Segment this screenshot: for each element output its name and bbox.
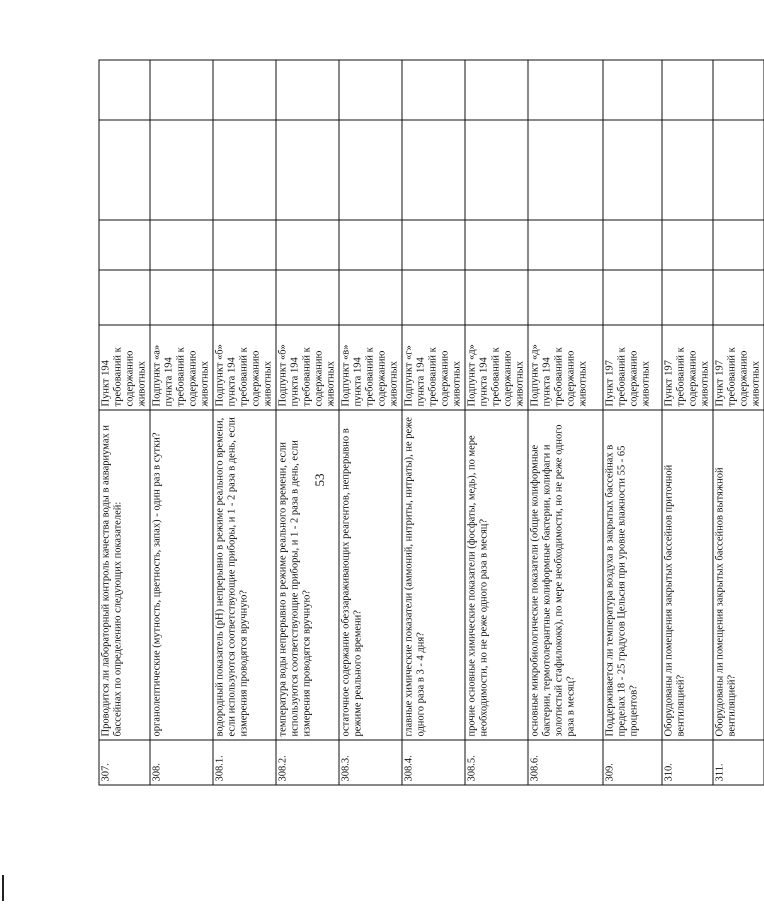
empty-cell: [339, 120, 402, 220]
reference-cell: Подпункт «д» пункта 194 требований к содержанию животных: [528, 325, 603, 410]
empty-cell: [603, 60, 662, 120]
reference-cell: Пункт 197 требований к содержанию животных: [603, 325, 662, 410]
question-cell: Проводится ли лабораторный контроль качества воды в аквариумах и бассейнах по определению следующих показателей:: [99, 410, 150, 740]
empty-cell: [528, 270, 603, 325]
empty-cell: [276, 60, 339, 120]
table-row: [528, 60, 603, 785]
empty-cell: [99, 270, 150, 325]
reference-cell: Подпункт «г» пункта 194 требований к содержанию животных: [402, 325, 465, 410]
empty-cell: [662, 60, 713, 120]
row-number: 311.: [713, 740, 764, 785]
empty-cell: [713, 120, 764, 220]
empty-cell: [603, 220, 662, 270]
empty-cell: [213, 120, 276, 220]
reference-cell: Подпункт «б» пункта 194 требований к содержанию животных: [213, 325, 276, 410]
empty-cell: [150, 120, 213, 220]
row-number: 308.1.: [213, 740, 276, 785]
rotated-table-container: [98, 60, 761, 785]
question-cell: температура воды непрерывно в режиме реального времени, если используются соответствующие приборы, и 1 - 2 раза в день, если измерения проводятся вручную?: [276, 410, 339, 740]
question-cell: Оборудованы ли помещения закрытых бассейнов приточной вентиляцией?: [662, 410, 713, 740]
empty-cell: [662, 120, 713, 220]
reference-cell: Подпункт «а» пункта 194 требований к содержанию животных: [150, 325, 213, 410]
empty-cell: [339, 270, 402, 325]
question-cell: органолептические (мутность, цветность, запах) - один раз в сутки?: [150, 410, 213, 740]
empty-cell: [99, 220, 150, 270]
empty-cell: [528, 120, 603, 220]
empty-cell: [99, 60, 150, 120]
empty-cell: [150, 60, 213, 120]
question-cell: прочие основные химические показатели (фосфаты, медь), по мере необходимости, но не реже одного раза в месяц?: [465, 410, 528, 740]
table-row: [150, 60, 213, 785]
empty-cell: [402, 270, 465, 325]
table-row: [713, 60, 764, 785]
empty-cell: [402, 220, 465, 270]
empty-cell: [465, 60, 528, 120]
empty-cell: [150, 220, 213, 270]
empty-cell: [276, 120, 339, 220]
empty-cell: [465, 220, 528, 270]
empty-cell: [662, 270, 713, 325]
empty-cell: [213, 270, 276, 325]
table-row: [213, 60, 276, 785]
row-number: 308.4.: [402, 740, 465, 785]
row-number: 308.6.: [528, 740, 603, 785]
table-row: [339, 60, 402, 785]
table-row: [662, 60, 713, 785]
table-row: [276, 60, 339, 785]
reference-cell: Пункт 197 требований к содержанию животных: [713, 325, 764, 410]
row-number: 308.2.: [276, 740, 339, 785]
reference-cell: Пункт 194 требований к содержанию животных: [99, 325, 150, 410]
question-cell: Оборудованы ли помещения закрытых бассейнов вытяжной вентиляцией?: [713, 410, 764, 740]
question-cell: Поддерживается ли температура воздуха в закрытых бассейнах в пределах 18 - 25 градусов Цельсия при уровне влажности 55 - 65 процентов?: [603, 410, 662, 740]
empty-cell: [402, 120, 465, 220]
empty-cell: [465, 270, 528, 325]
row-number: 308.3.: [339, 740, 402, 785]
empty-cell: [402, 60, 465, 120]
row-number: 308.5.: [465, 740, 528, 785]
table-row: [603, 60, 662, 785]
table-row: [99, 60, 150, 785]
reference-cell: Подпункт «б» пункта 194 требований к содержанию животных: [276, 325, 339, 410]
requirements-table: [98, 59, 764, 785]
question-cell: основные микробиологические показатели (общие колиформные бактерии, термотолерантные колиформные бактерии, колифаги и золотистый стафилококк), по мере необходимости, но не реже одного раза в месяц?: [528, 410, 603, 740]
reference-cell: Подпункт «в» пункта 194 требований к содержанию животных: [339, 325, 402, 410]
empty-cell: [99, 120, 150, 220]
empty-cell: [713, 270, 764, 325]
reference-cell: Пункт 197 требований к содержанию животных: [662, 325, 713, 410]
row-number: 308.: [150, 740, 213, 785]
empty-cell: [213, 60, 276, 120]
empty-cell: [713, 220, 764, 270]
empty-cell: [276, 220, 339, 270]
page-number: 53: [312, 473, 327, 487]
row-number: 307.: [99, 740, 150, 785]
empty-cell: [603, 120, 662, 220]
empty-cell: [465, 120, 528, 220]
reference-cell: Подпункт «д» пункта 194 требований к содержанию животных: [465, 325, 528, 410]
table-row: [402, 60, 465, 785]
empty-cell: [713, 60, 764, 120]
empty-cell: [528, 60, 603, 120]
empty-cell: [150, 270, 213, 325]
empty-cell: [276, 270, 339, 325]
table-row: [465, 60, 528, 785]
empty-cell: [339, 220, 402, 270]
row-number: 309.: [603, 740, 662, 785]
question-cell: водородный показатель (pH) непрерывно в режиме реального времени, если используются соответствующие приборы, и 1 - 2 раза в день, если измерения проводятся вручную?: [213, 410, 276, 740]
question-cell: главные химические показатели (аммоний, нитриты, нитраты), не реже одного раза в 3 - 4 дня?: [402, 410, 465, 740]
empty-cell: [339, 60, 402, 120]
row-number: 310.: [662, 740, 713, 785]
empty-cell: [213, 220, 276, 270]
scan-edge-mark: [2, 875, 4, 901]
empty-cell: [662, 220, 713, 270]
question-cell: остаточное содержание обеззараживающих реагентов, непрерывно в режиме реального времени?: [339, 410, 402, 740]
empty-cell: [603, 270, 662, 325]
empty-cell: [528, 220, 603, 270]
